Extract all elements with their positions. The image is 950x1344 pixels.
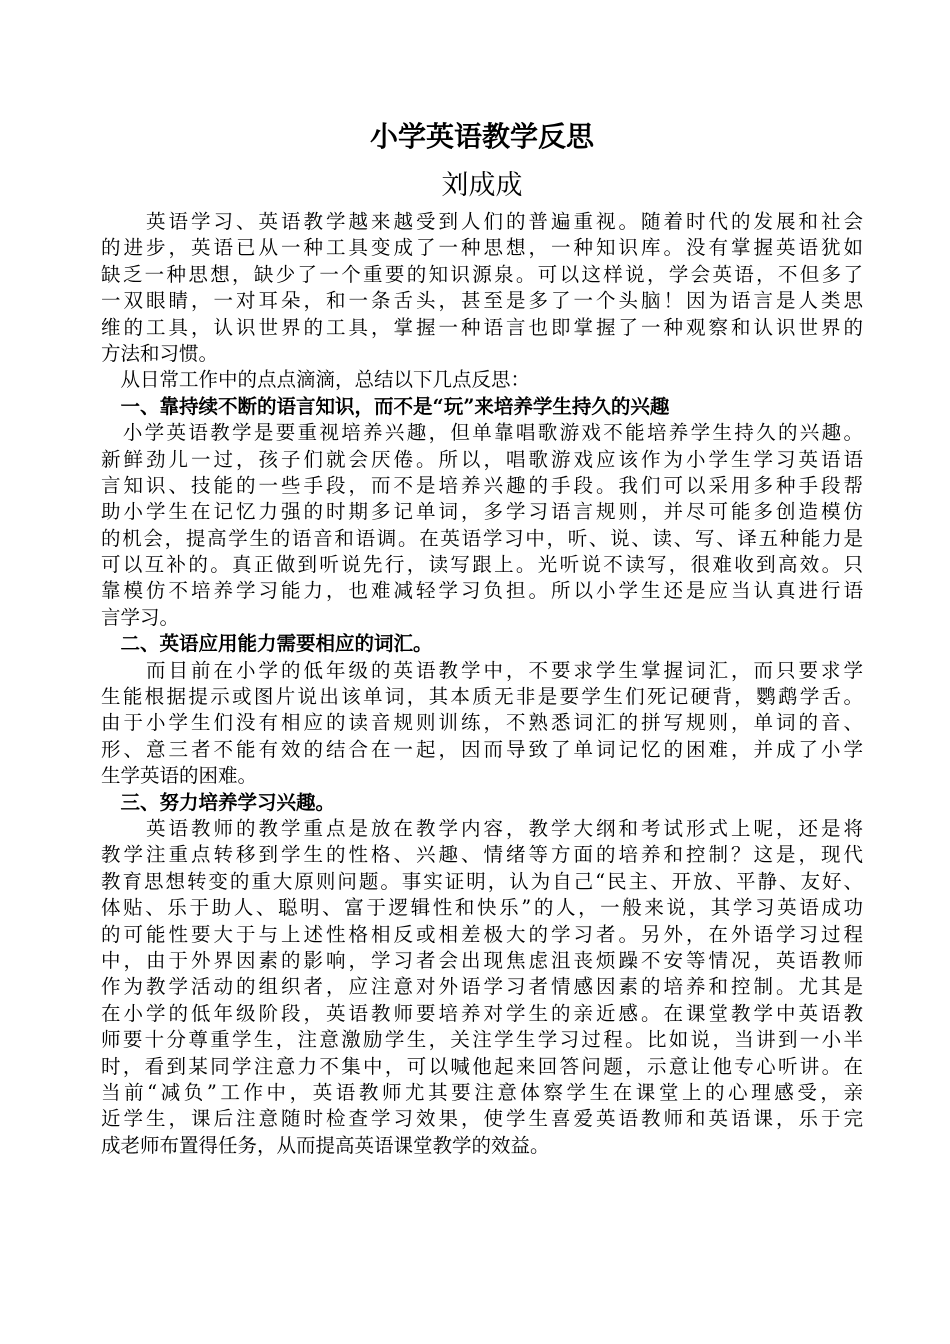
document-body: [101, 209, 863, 1159]
paragraph-line: 的进步，英语已从一种工具变成了一种思想，一种知识库。没有掌握英语犹如: [101, 236, 863, 260]
section-heading: 三、努力培养学习兴趣。: [101, 790, 336, 814]
paragraph-line: 的机会，提高学生的语音和语调。在英语学习中，听、说、读、写、译五种能力是: [101, 526, 863, 550]
paragraph-line: 可以互补的。真正做到听说先行，读写跟上。光听说不读写，很难收到高效。只: [101, 553, 863, 577]
paragraph-line: 英语教师的教学重点是放在教学内容，教学大纲和考试形式上呢，还是将: [101, 816, 863, 840]
paragraph-line: 方法和习惯。: [101, 341, 219, 365]
paragraph-line: 师要十分尊重学生，注意激励学生，关注学生学习过程。比如说，当讲到一小半: [101, 1028, 863, 1052]
paragraph-line: 体贴、乐于助人、聪明、富于逻辑性和快乐”的人，一般来说，其学习英语成功: [101, 896, 863, 920]
paragraph-line: 而目前在小学的低年级的英语教学中，不要求学生掌握词汇，而只要求学: [101, 658, 863, 682]
paragraph-line: 新鲜劲儿一过，孩子们就会厌倦。所以，唱歌游戏应该作为小学生学习英语语: [101, 447, 863, 471]
paragraph-line: 成老师布置得任务，从而提高英语课堂教学的效益。: [101, 1133, 550, 1157]
paragraph-line: 中，由于外界因素的影响，学习者会出现焦虑沮丧烦躁不安等情况，英语教师: [101, 948, 863, 972]
paragraph-line: 教育思想转变的重大原则问题。事实证明，认为自己“民主、开放、平静、友好、: [101, 869, 863, 893]
section-heading: 二、英语应用能力需要相应的词汇。: [101, 632, 433, 656]
paragraph-line: 从日常工作中的点点滴滴，总结以下几点反思：: [101, 368, 531, 392]
paragraph-line: 助小学生在记忆力强的时期多记单词，多学习语言规则，并尽可能多创造模仿: [101, 500, 863, 524]
paragraph-line: 由于小学生们没有相应的读音规则训练，不熟悉词汇的拼写规则，单词的音、: [101, 711, 863, 735]
paragraph-line: 英语学习、英语教学越来越受到人们的普遍重视。随着时代的发展和社会: [101, 210, 863, 233]
document-title: 小学英语教学反思: [369, 120, 594, 153]
paragraph-line: 言学习。: [101, 605, 180, 629]
document-author: 刘成成: [441, 170, 523, 201]
section-heading: 一、靠持续不断的语言知识，而不是“玩”来培养学生持久的兴趣: [101, 394, 670, 418]
paragraph-line: 时，看到某同学注意力不集中，可以喊他起来回答问题，示意让他专心听讲。在: [101, 1054, 863, 1078]
paragraph-line: 言知识、技能的一些手段，而不是培养兴趣的手段。我们可以采用多种手段帮: [101, 473, 863, 497]
paragraph-line: 近学生，课后注意随时检查学习效果，使学生喜爱英语教师和英语课，乐于完: [101, 1107, 863, 1131]
paragraph-line: 缺乏一种思想，缺少了一个重要的知识源泉。可以这样说，学会英语，不但多了: [101, 262, 863, 286]
paragraph-line: 生学英语的困难。: [101, 764, 258, 788]
document-page: [101, 0, 863, 1344]
paragraph-line: 当前“减负”工作中，英语教师尤其要注意体察学生在课堂上的心理感受，亲: [101, 1080, 863, 1104]
paragraph-line: 一双眼睛，一对耳朵，和一条舌头，甚至是多了一个头脑！因为语言是人类思: [101, 289, 863, 313]
paragraph-line: 的可能性要大于与上述性格相反或相差极大的学习者。另外，在外语学习过程: [101, 922, 863, 946]
paragraph-line: 教学注重点转移到学生的性格、兴趣、情绪等方面的培养和控制？这是，现代: [101, 843, 863, 867]
paragraph-line: 生能根据提示或图片说出该单词，其本质无非是要学生们死记硬背，鹦鹉学舌。: [101, 685, 863, 709]
paragraph-line: 在小学的低年级阶段，英语教师要培养对学生的亲近感。在课堂教学中英语教: [101, 1001, 863, 1025]
paragraph-line: 靠模仿不培养学习能力，也难减轻学习负担。所以小学生还是应当认真进行语: [101, 579, 863, 603]
paragraph-line: 作为教学活动的组织者，应注意对外语学习者情感因素的培养和控制。尤其是: [101, 975, 863, 999]
paragraph-line: 小学英语教学是要重视培养兴趣，但单靠唱歌游戏不能培养学生持久的兴趣。: [101, 421, 863, 445]
paragraph-line: 形、意三者不能有效的结合在一起，因而导致了单词记忆的困难，并成了小学: [101, 737, 863, 761]
paragraph-line: 维的工具，认识世界的工具，掌握一种语言也即掌握了一种观察和认识世界的: [101, 315, 863, 339]
